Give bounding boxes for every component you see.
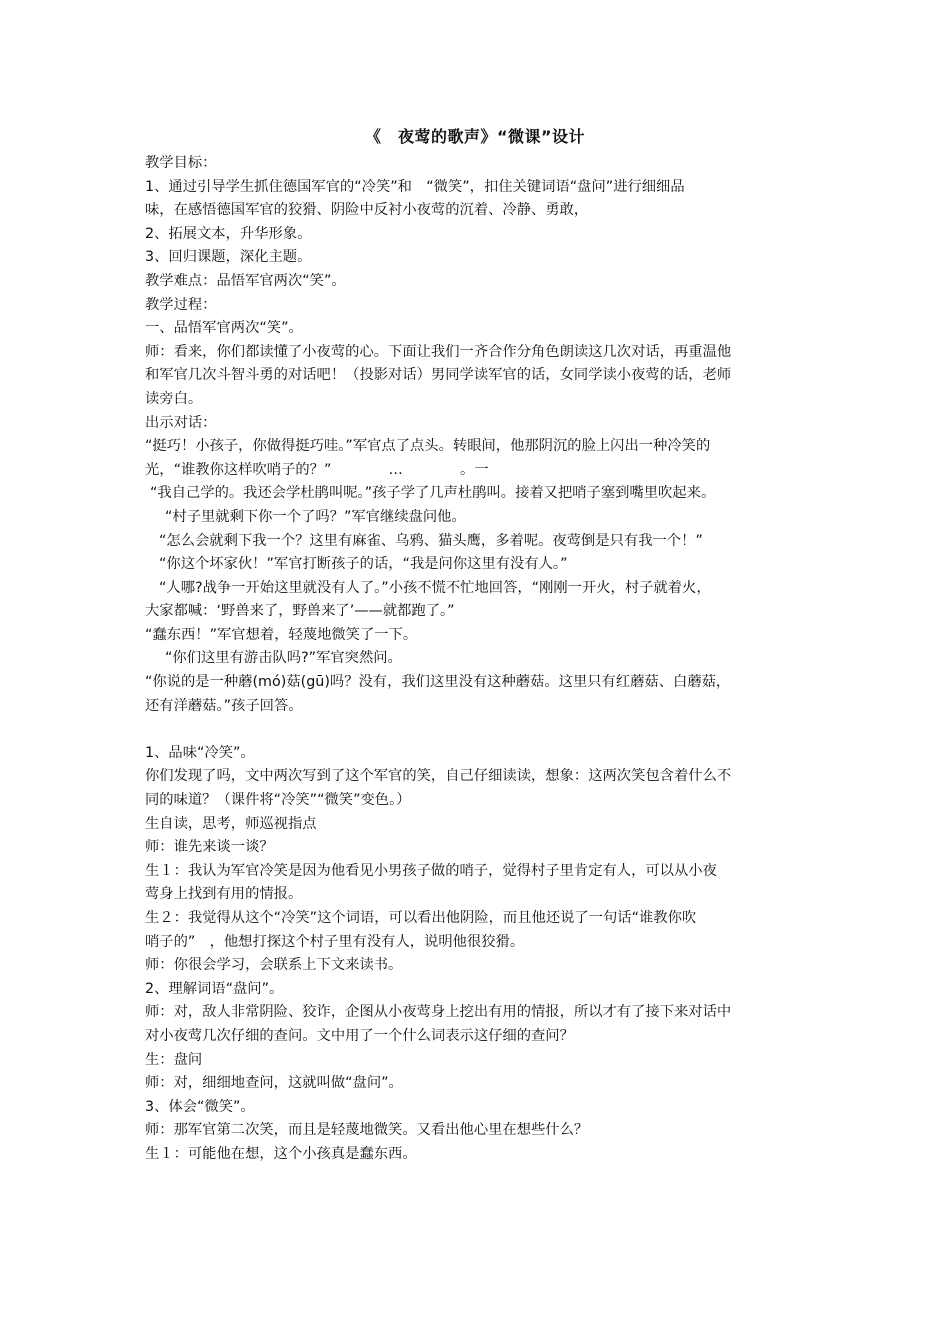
paragraph-line: 师：对，细细地查问，这就叫做“盘问”。 — [145, 1075, 403, 1092]
paragraph-line: 读旁白。 — [145, 390, 203, 407]
paragraph-line: 1、通过引导学生抓住德国军官的“冷笑”和 “微笑”，扣住关键词语“盘问”进行细细品 — [145, 178, 685, 195]
dialogue-line: “人哪?战争一开始这里就没有人了。”小孩不慌不忙地回答，“刚刚一开火，村子就着火， — [159, 579, 711, 596]
paragraph-line: 味，在感悟德国军官的狡猾、阴险中反衬小夜莺的沉着、冷静、勇敢， — [145, 202, 589, 219]
paragraph-line: 2、拓展文本，升华形象。 — [145, 225, 312, 242]
paragraph-line: 生自读，思考，师巡视指点 — [145, 815, 317, 832]
section-heading-difficulty: 教学难点：品悟军官两次“笑”。 — [145, 272, 346, 289]
paragraph-line: 师：你很会学习，会联系上下文来读书。 — [145, 957, 403, 974]
paragraph-line: 出示对话： — [145, 414, 217, 431]
dialogue-line: “你说的是一种蘑(mó)菇(gū)吗？没有，我们这里没有这种蘑菇。这里只有红蘑菇、白蘑菇， — [145, 674, 731, 691]
document-title: 《 夜莺的歌声》“微课”设计 — [364, 127, 586, 146]
dialogue-line: 还有洋蘑菇。”孩子回答。 — [145, 697, 303, 714]
dialogue-line: “村子里就剩下你一个了吗？”军官继续盘问他。 — [165, 508, 466, 525]
subsection-heading: 3、体会“微笑”。 — [145, 1098, 255, 1115]
subsection-heading: 2、理解词语“盘问”。 — [145, 980, 284, 997]
dialogue-line: “我自己学的。我还会学杜鹃叫呢。”孩子学了几声杜鹃叫。接着又把哨子塞到嘴里吹起来。 — [150, 485, 716, 502]
paragraph-line: 生：盘问 — [145, 1051, 203, 1068]
blank-line — [145, 718, 810, 742]
subsection-heading: 一、品悟军官两次“笑”。 — [145, 320, 303, 337]
paragraph-line: 莺身上找到有用的情报。 — [145, 886, 303, 903]
document-body — [145, 152, 810, 1167]
dialogue-line: “你这个坏家伙！”军官打断孩子的话，“我是问你这里有没有人。” — [159, 556, 568, 573]
paragraph-line: 对小夜莺几次仔细的查问。文中用了一个什么词表示这仔细的查问？ — [145, 1027, 574, 1044]
dialogue-line: “挺巧！小孩子，你做得挺巧哇。”军官点了点头。转眼间，他那阴沉的脸上闪出一种冷笑的 — [145, 438, 711, 455]
paragraph-line: 同的味道？（课件将“冷笑”“微笑”变色。） — [145, 792, 411, 809]
dialogue-line: “蠢东西！”军官想着，轻蔑地微笑了一下。 — [145, 626, 418, 643]
paragraph-line: 和军官几次斗智斗勇的对话吧！（投影对话）男同学读军官的话，女同学读小夜莺的话，老师 — [145, 367, 732, 384]
paragraph-line: 生２：我觉得从这个“冷笑”这个词语，可以看出他阴险，而且他还说了一句话“谁教你吹 — [145, 910, 697, 926]
section-heading-objectives: 教学目标： — [145, 155, 217, 171]
paragraph-line: 师：对，敌人非常阴险、狡诈，企图从小夜莺身上挖出有用的情报，所以才有了接下来对话中 — [145, 1004, 732, 1021]
section-heading-process: 教学过程： — [145, 296, 217, 313]
paragraph-line: 师：看来，你们都读懂了小夜莺的心。下面让我们一齐合作分角色朗读这几次对话，再重温他 — [145, 343, 732, 360]
paragraph-line: 生１：我认为军官冷笑是因为他看见小男孩子做的哨子，觉得村子里肯定有人，可以从小夜 — [145, 862, 717, 879]
dialogue-line: “怎么会就剩下我一个？这里有麻雀、乌鸦、猫头鹰，多着呢。夜莺倒是只有我一个！” — [159, 532, 703, 549]
dialogue-line: 光，“谁教你这样吹哨子的？” … 。一 — [145, 461, 489, 478]
paragraph-line: 生１：可能他在想，这个小孩真是蠢东西。 — [145, 1145, 417, 1162]
paragraph-line: 你们发现了吗，文中两次写到了这个军官的笑，自己仔细读读，想象：这两次笑包含着什么不 — [145, 768, 732, 785]
paragraph-line: 师：谁先来谈一谈？ — [145, 839, 274, 856]
dialogue-line: 大家都喊：‘野兽来了，野兽来了’——就都跑了。” — [145, 603, 455, 620]
paragraph-line: 哨子的” ，他想打探这个村子里有没有人，说明他很狡猾。 — [145, 933, 525, 950]
dialogue-line: “你们这里有游击队吗?”军官突然问。 — [165, 650, 402, 667]
paragraph-line: 师：那军官第二次笑，而且是轻蔑地微笑。又看出他心里在想些什么？ — [145, 1122, 589, 1139]
subsection-heading: 1、品味“冷笑”。 — [145, 744, 255, 761]
paragraph-line: 3、回归课题，深化主题。 — [145, 249, 312, 266]
